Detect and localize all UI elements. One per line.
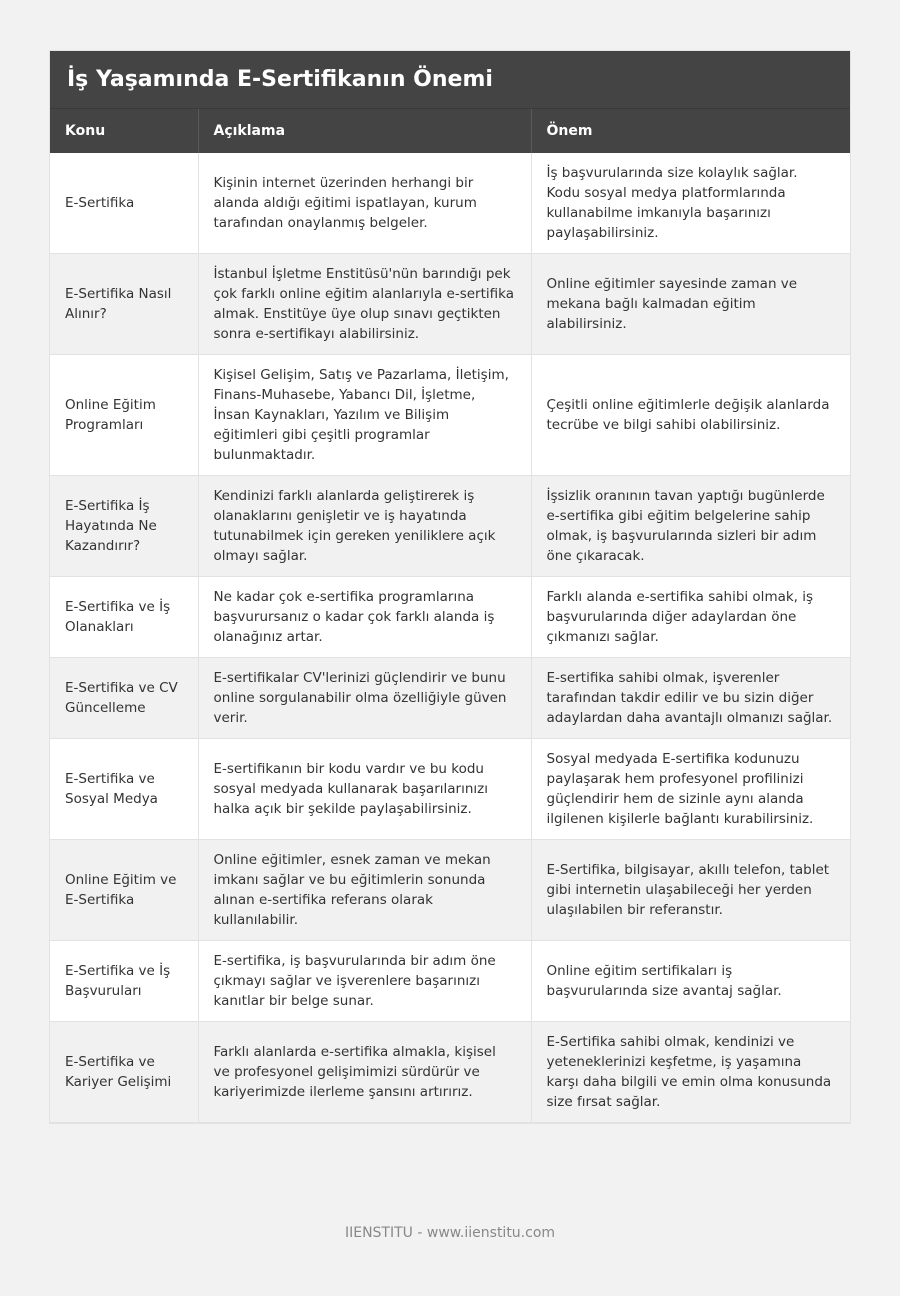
table-row bbox=[50, 355, 850, 476]
cell-aciklama: Kişinin internet üzerinden herhangi bir alanda aldığı eğitimi ispatlayan, kurum tarafından onaylanmış belgeler. bbox=[198, 153, 531, 254]
cell-aciklama: E-sertifikalar CV'lerinizi güçlendirir ve bunu online sorgulanabilir olma özelliğiyle güven verir. bbox=[198, 658, 531, 739]
cell-aciklama: Online eğitimler, esnek zaman ve mekan imkanı sağlar ve bu eğitimlerin sonunda alınan e-sertifika referans olarak kullanılabilir. bbox=[198, 840, 531, 941]
cell-onem: E-Sertifika, bilgisayar, akıllı telefon, tablet gibi internetin ulaşabileceği her yerden ulaşılabilen bir referanstır. bbox=[531, 840, 850, 941]
table-row bbox=[50, 739, 850, 840]
column-header-konu: Konu bbox=[50, 109, 198, 153]
cell-konu: E-Sertifika ve CV Güncelleme bbox=[50, 658, 198, 739]
table-row bbox=[50, 254, 850, 355]
table-row bbox=[50, 941, 850, 1022]
cell-aciklama: E-sertifika, iş başvurularında bir adım öne çıkmayı sağlar ve işverenlere başarınızı kanıtlar bir belge sunar. bbox=[198, 941, 531, 1022]
table-row bbox=[50, 476, 850, 577]
cell-aciklama: Ne kadar çok e-sertifika programlarına başvurursanız o kadar çok farklı alanda iş olanağınız artar. bbox=[198, 577, 531, 658]
cell-onem: E-sertifika sahibi olmak, işverenler tarafından takdir edilir ve bu sizin diğer adaylardan daha avantajlı olmanızı sağlar. bbox=[531, 658, 850, 739]
cell-aciklama: Kendinizi farklı alanlarda geliştirerek iş olanaklarını genişletir ve iş hayatında tutunabilmek için gereken yeniliklere açık olmayı sağlar. bbox=[198, 476, 531, 577]
cell-onem: İşsizlik oranının tavan yaptığı bugünlerde e-sertifika gibi eğitim belgelerine sahip olmak, iş başvurularında sizleri bir adım öne çıkaracak. bbox=[531, 476, 850, 577]
page-title: İş Yaşamında E-Sertifikanın Önemi bbox=[50, 51, 850, 109]
cell-onem: Farklı alanda e-sertifika sahibi olmak, iş başvurularında diğer adaylardan öne çıkmanızı sağlar. bbox=[531, 577, 850, 658]
cell-konu: E-Sertifika ve Sosyal Medya bbox=[50, 739, 198, 840]
cell-konu: E-Sertifika bbox=[50, 153, 198, 254]
cell-konu: Online Eğitim Programları bbox=[50, 355, 198, 476]
table-row bbox=[50, 840, 850, 941]
column-header-aciklama: Açıklama bbox=[198, 109, 531, 153]
cell-konu: E-Sertifika ve Kariyer Gelişimi bbox=[50, 1022, 198, 1123]
cell-konu: E-Sertifika İş Hayatında Ne Kazandırır? bbox=[50, 476, 198, 577]
cell-aciklama: Farklı alanlarda e-sertifika almakla, kişisel ve profesyonel gelişimimizi sürdürür ve kariyerimizde ilerleme şansını artırırız. bbox=[198, 1022, 531, 1123]
table-row bbox=[50, 577, 850, 658]
info-table bbox=[50, 109, 850, 1123]
table-row bbox=[50, 153, 850, 254]
table-header-row bbox=[50, 109, 850, 153]
cell-onem: Online eğitim sertifikaları iş başvurularında size avantaj sağlar. bbox=[531, 941, 850, 1022]
table-card bbox=[50, 51, 850, 1123]
cell-onem: Online eğitimler sayesinde zaman ve mekana bağlı kalmadan eğitim alabilirsiniz. bbox=[531, 254, 850, 355]
cell-onem: Çeşitli online eğitimlerle değişik alanlarda tecrübe ve bilgi sahibi olabilirsiniz. bbox=[531, 355, 850, 476]
cell-konu: E-Sertifika ve İş Olanakları bbox=[50, 577, 198, 658]
column-header-onem: Önem bbox=[531, 109, 850, 153]
footer-credit: IIENSTITU - www.iienstitu.com bbox=[344, 1225, 556, 1241]
cell-aciklama: Kişisel Gelişim, Satış ve Pazarlama, İletişim, Finans-Muhasebe, Yabancı Dil, İşletme, İnsan Kaynakları, Yazılım ve Bilişim eğitimleri gibi çeşitli programlar bulunmaktadır. bbox=[198, 355, 531, 476]
cell-onem: E-Sertifika sahibi olmak, kendinizi ve yeteneklerinizi keşfetme, iş yaşamına karşı daha bilgili ve emin olma konusunda size fırsat sağlar. bbox=[531, 1022, 850, 1123]
cell-konu: E-Sertifika ve İş Başvuruları bbox=[50, 941, 198, 1022]
cell-konu: Online Eğitim ve E-Sertifika bbox=[50, 840, 198, 941]
cell-onem: İş başvurularında size kolaylık sağlar. Kodu sosyal medya platformlarında kullanabilme imkanıyla başarınızı paylaşabilirsiniz. bbox=[531, 153, 850, 254]
cell-aciklama: İstanbul İşletme Enstitüsü'nün barındığı pek çok farklı online eğitim alanlarıyla e-sertifika almak. Enstitüye üye olup sınavı geçtikten sonra e-sertifikayı alabilirsiniz. bbox=[198, 254, 531, 355]
cell-onem: Sosyal medyada E-sertifika kodunuzu paylaşarak hem profesyonel profilinizi güçlendirir hem de sizinle aynı alanda ilgilenen kişilerle bağlantı kurabilirsiniz. bbox=[531, 739, 850, 840]
table-row bbox=[50, 658, 850, 739]
cell-aciklama: E-sertifikanın bir kodu vardır ve bu kodu sosyal medyada kullanarak başarılarınızı halka açık bir şekilde paylaşabilirsiniz. bbox=[198, 739, 531, 840]
table-row bbox=[50, 1022, 850, 1123]
cell-konu: E-Sertifika Nasıl Alınır? bbox=[50, 254, 198, 355]
